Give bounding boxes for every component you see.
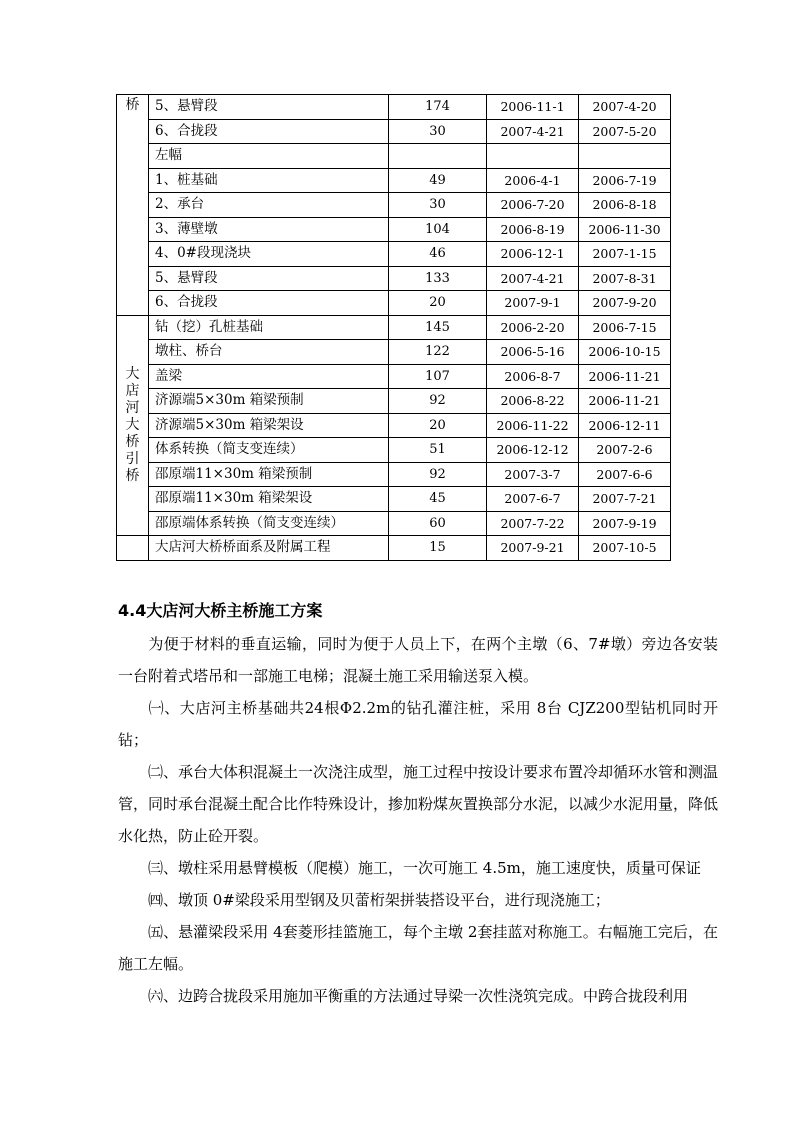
task-end: 2006-12-11: [579, 413, 671, 438]
table-row: [117, 291, 671, 316]
group-label-char: 桥: [125, 433, 140, 450]
group-label-char: 桥: [125, 467, 140, 484]
table-row: [117, 119, 671, 144]
task-start: 2006-8-19: [487, 217, 579, 242]
task-days: 45: [389, 487, 487, 512]
group-label-char: 大: [125, 416, 140, 433]
group-cell-approach-bridge: [117, 315, 149, 536]
schedule-table: [116, 94, 671, 561]
task-name: 1、桩基础: [149, 168, 389, 193]
table-row: [117, 340, 671, 365]
task-name: 邵原端11×30m 箱梁预制: [149, 462, 389, 487]
task-end: 2006-7-15: [579, 315, 671, 340]
task-days: 20: [389, 413, 487, 438]
task-end: [579, 144, 671, 169]
task-name: 6、合拢段: [149, 291, 389, 316]
task-days: [389, 144, 487, 169]
paragraph-text: ㈣、墩顶 0#梁段采用型钢及贝蕾桁架拼装搭设平台，进行现浇施工；: [148, 891, 610, 909]
task-end: 2007-6-6: [579, 462, 671, 487]
task-end: 2006-11-21: [579, 364, 671, 389]
paragraph: [118, 916, 718, 980]
task-days: 51: [389, 438, 487, 463]
task-days: 92: [389, 462, 487, 487]
table-row: [117, 511, 671, 536]
task-name: 3、薄壁墩: [149, 217, 389, 242]
task-days: 122: [389, 340, 487, 365]
task-name: 济源端5×30m 箱梁预制: [149, 389, 389, 414]
paragraph-text: ㈠、大店河主桥基础共24根Φ2.2m的钻孔灌注桩，采用 8台 CJZ200型钻机同时开钻；: [118, 699, 718, 749]
task-start: 2006-12-12: [487, 438, 579, 463]
paragraph: [118, 756, 718, 852]
paragraph-text: ㈥、边跨合拢段采用施加平衡重的方法通过导梁一次性浇筑完成。中跨合拢段利用: [148, 987, 689, 1005]
task-name: 5、悬臂段: [149, 95, 389, 120]
table-row: [117, 242, 671, 267]
section-heading: 4.4大店河大桥主桥施工方案: [118, 601, 323, 620]
task-days: 15: [389, 536, 487, 561]
task-start: 2006-8-22: [487, 389, 579, 414]
task-start: 2007-4-21: [487, 119, 579, 144]
table-row: [117, 536, 671, 561]
task-end: 2007-8-31: [579, 266, 671, 291]
task-start: 2007-6-7: [487, 487, 579, 512]
paragraph: [118, 852, 718, 884]
group-label-char: 河: [125, 399, 140, 416]
paragraph-text: ㈡、承台大体积混凝土一次浇注成型，施工过程中按设计要求布置冷却循环水管和测温管，同时承台混凝土配合比作特殊设计，掺加粉煤灰置换部分水泥，以减少水泥用量，降低水化热，防止砼开裂。: [118, 763, 719, 845]
group-label-char: 店: [125, 382, 140, 399]
task-start: 2006-2-20: [487, 315, 579, 340]
task-end: 2006-11-30: [579, 217, 671, 242]
task-name: 大店河大桥桥面系及附属工程: [149, 536, 389, 561]
task-name: 体系转换（简支变连续）: [149, 438, 389, 463]
task-days: 30: [389, 193, 487, 218]
task-name: 盖梁: [149, 364, 389, 389]
group-label-vertical: [117, 366, 148, 485]
group-label-char: 引: [125, 450, 140, 467]
task-days: 20: [389, 291, 487, 316]
task-end: 2007-10-5: [579, 536, 671, 561]
task-days: 92: [389, 389, 487, 414]
task-start: [487, 144, 579, 169]
task-start: 2007-9-21: [487, 536, 579, 561]
task-start: 2006-12-1: [487, 242, 579, 267]
task-end: 2007-9-19: [579, 511, 671, 536]
task-end: 2007-9-20: [579, 291, 671, 316]
task-name: 墩柱、桥台: [149, 340, 389, 365]
table-row: [117, 95, 671, 120]
task-end: 2007-4-20: [579, 95, 671, 120]
task-end: 2006-7-19: [579, 168, 671, 193]
task-days: 133: [389, 266, 487, 291]
task-start: 2007-3-7: [487, 462, 579, 487]
task-start: 2006-11-1: [487, 95, 579, 120]
task-days: 49: [389, 168, 487, 193]
paragraph: [118, 692, 718, 756]
task-end: 2006-8-18: [579, 193, 671, 218]
table-row: [117, 389, 671, 414]
task-end: 2007-1-15: [579, 242, 671, 267]
task-name: 4、0#段现浇块: [149, 242, 389, 267]
task-start: 2006-8-7: [487, 364, 579, 389]
table-row: [117, 364, 671, 389]
task-days: 145: [389, 315, 487, 340]
task-start: 2006-4-1: [487, 168, 579, 193]
task-days: 104: [389, 217, 487, 242]
group-cell-main-bridge: [117, 95, 149, 316]
table-row: [117, 193, 671, 218]
task-days: 60: [389, 511, 487, 536]
task-name: 2、承台: [149, 193, 389, 218]
task-end: 2006-11-21: [579, 389, 671, 414]
paragraph: [118, 628, 718, 692]
task-days: 30: [389, 119, 487, 144]
table-row: [117, 217, 671, 242]
task-end: 2007-2-6: [579, 438, 671, 463]
table-row: [117, 168, 671, 193]
task-name: 邵原端体系转换（简支变连续）: [149, 511, 389, 536]
table-row: [117, 438, 671, 463]
task-name: 济源端5×30m 箱梁架设: [149, 413, 389, 438]
paragraph-text: ㈤、悬灌梁段采用 4套菱形挂篮施工，每个主墩 2套挂蓝对称施工。右幅施工完后，在施工左幅。: [118, 923, 718, 973]
table-row: [117, 315, 671, 340]
task-name: 5、悬臂段: [149, 266, 389, 291]
task-days: 174: [389, 95, 487, 120]
task-days: 107: [389, 364, 487, 389]
task-days: 46: [389, 242, 487, 267]
group-label: 桥: [125, 97, 140, 113]
task-name: 6、合拢段: [149, 119, 389, 144]
task-name: 左幅: [149, 144, 389, 169]
task-name: 钻（挖）孔桩基础: [149, 315, 389, 340]
task-end: 2006-10-15: [579, 340, 671, 365]
task-start: 2007-4-21: [487, 266, 579, 291]
task-start: 2007-9-1: [487, 291, 579, 316]
task-end: 2007-5-20: [579, 119, 671, 144]
paragraph: [118, 980, 718, 1012]
table-row: [117, 462, 671, 487]
task-name: 邵原端11×30m 箱梁架设: [149, 487, 389, 512]
table-row: [117, 413, 671, 438]
table-row: [117, 144, 671, 169]
group-label-char: 大: [125, 365, 140, 382]
paragraph-text: ㈢、墩柱采用悬臂模板（爬模）施工，一次可施工 4.5m，施工速度快，质量可保证: [148, 859, 701, 877]
paragraph: [118, 884, 718, 916]
table-row: [117, 487, 671, 512]
paragraph-text: 为便于材料的垂直运输，同时为便于人员上下，在两个主墩（6、7#墩）旁边各安装一台附着式塔吊和一部施工电梯；混凝土施工采用输送泵入模。: [118, 635, 718, 685]
task-start: 2007-7-22: [487, 511, 579, 536]
task-end: 2007-7-21: [579, 487, 671, 512]
task-start: 2006-11-22: [487, 413, 579, 438]
task-start: 2006-7-20: [487, 193, 579, 218]
task-start: 2006-5-16: [487, 340, 579, 365]
group-cell-empty: [117, 536, 149, 561]
table-row: [117, 266, 671, 291]
